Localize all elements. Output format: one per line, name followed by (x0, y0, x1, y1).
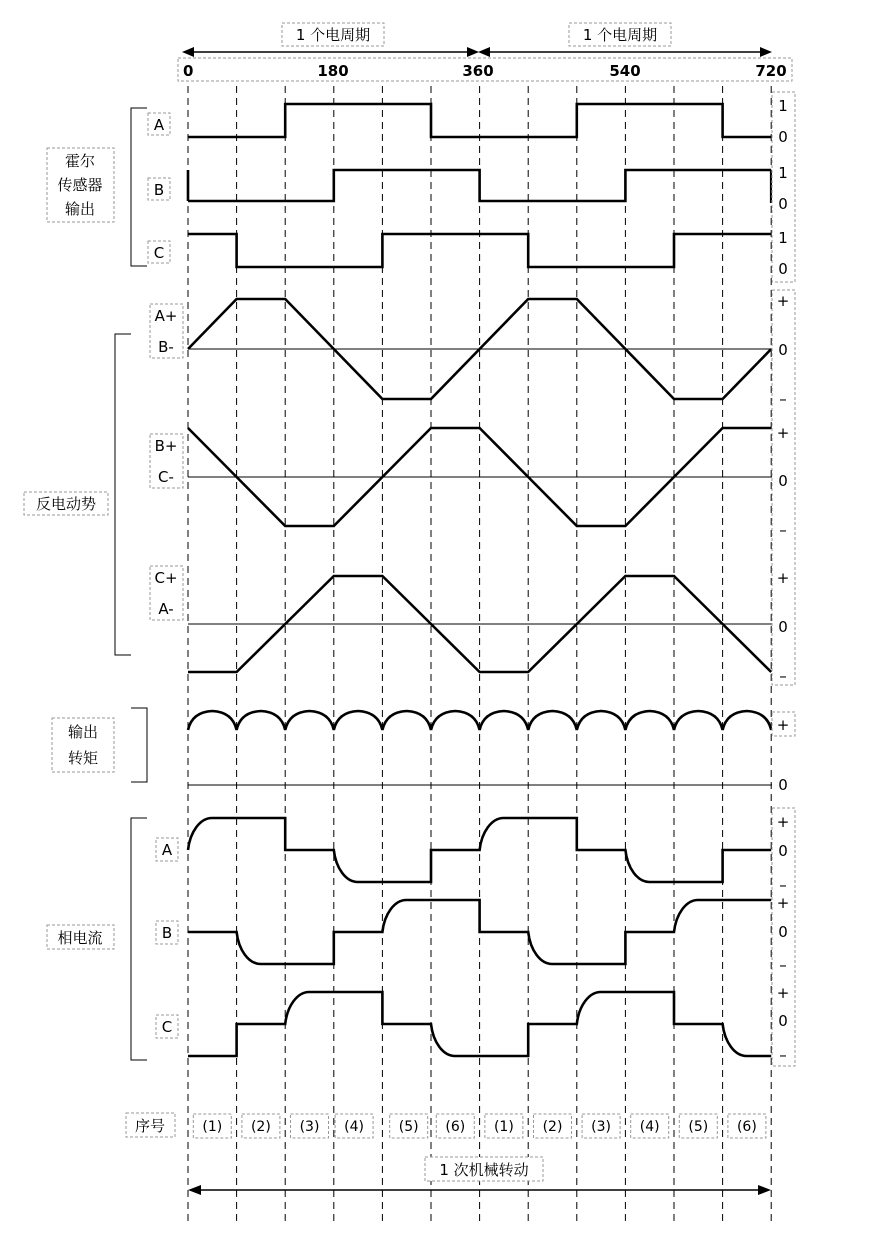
bemf-level-labels (772, 290, 795, 685)
svg-text:霍尔: 霍尔 (64, 152, 96, 170)
sequence-label (126, 1113, 175, 1137)
hall-a-waveform (188, 104, 771, 137)
sequence-step-5: (5) (398, 1119, 419, 1135)
svg-text:–: – (779, 1046, 787, 1064)
bemf-bc-labels (150, 434, 183, 488)
svg-text:B: B (161, 924, 173, 942)
svg-text:相电流: 相电流 (57, 929, 103, 947)
svg-text:1 个电周期: 1 个电周期 (295, 26, 371, 44)
svg-text:0: 0 (778, 260, 788, 278)
svg-text:1: 1 (778, 97, 788, 115)
segment-divider-lines (188, 86, 771, 1225)
hall-group-label (47, 148, 114, 222)
svg-text:0: 0 (778, 618, 788, 636)
svg-text:–: – (779, 956, 787, 974)
svg-text:+: + (776, 984, 790, 1002)
electrical-period-arrows (182, 47, 772, 57)
svg-text:+: + (776, 716, 790, 734)
current-b-label (156, 921, 178, 944)
sequence-step-11: (5) (688, 1119, 709, 1135)
bemf-ca-labels (150, 566, 183, 620)
svg-text:–: – (779, 390, 787, 408)
svg-text:–: – (779, 667, 787, 685)
svg-text:0: 0 (778, 842, 788, 860)
hall-b-waveform (188, 170, 771, 203)
svg-text:1 个电周期: 1 个电周期 (582, 26, 658, 44)
svg-text:+: + (776, 424, 790, 442)
svg-text:序号: 序号 (134, 1117, 166, 1135)
svg-text:+: + (776, 894, 790, 912)
svg-text:输出: 输出 (64, 200, 96, 218)
sequence-step-3: (3) (299, 1119, 320, 1135)
svg-text:转矩: 转矩 (67, 749, 99, 767)
torque-group-label (52, 718, 114, 772)
sequence-step-7: (1) (493, 1119, 514, 1135)
hall-c-label (148, 241, 170, 263)
svg-text:C: C (153, 244, 165, 262)
bemf-bracket (115, 334, 131, 655)
mechanical-rotation-label (425, 1157, 543, 1181)
current-level-labels (772, 808, 795, 1066)
sequence-step-1: (1) (202, 1119, 223, 1135)
svg-text:–: – (779, 876, 787, 894)
hall-level-labels (772, 92, 795, 282)
period-label-1 (282, 23, 384, 46)
svg-text:–: – (779, 521, 787, 539)
svg-text:A: A (161, 841, 173, 859)
svg-text:0: 0 (778, 776, 788, 794)
svg-text:0: 0 (778, 472, 788, 490)
hall-c-waveform (188, 234, 771, 267)
degree-label-720: 720 (755, 62, 787, 80)
torque-level-labels (772, 712, 795, 794)
svg-text:1 次机械转动: 1 次机械转动 (439, 1161, 529, 1179)
hall-b-label (148, 178, 170, 200)
svg-text:A+: A+ (154, 307, 178, 325)
bemf-group-label (24, 492, 108, 515)
svg-text:0: 0 (778, 128, 788, 146)
torque-bracket (131, 708, 147, 782)
svg-text:0: 0 (778, 341, 788, 359)
svg-text:C-: C- (158, 468, 174, 486)
svg-text:+: + (776, 292, 790, 310)
svg-text:反电动势: 反电动势 (35, 495, 97, 513)
current-bracket (131, 818, 147, 1060)
current-c-label (156, 1015, 178, 1038)
hall-bracket (131, 108, 147, 266)
degree-label-180: 180 (317, 62, 349, 80)
degree-label-360: 360 (462, 62, 494, 80)
sequence-step-6: (6) (445, 1119, 466, 1135)
svg-text:B+: B+ (154, 437, 178, 455)
svg-text:C: C (161, 1018, 173, 1036)
sequence-step-4: (4) (344, 1119, 365, 1135)
current-a-label (156, 838, 178, 861)
svg-text:A: A (153, 116, 165, 134)
sequence-step-9: (3) (591, 1119, 612, 1135)
svg-text:1: 1 (778, 229, 788, 247)
svg-text:1: 1 (778, 164, 788, 182)
sequence-step-8: (2) (542, 1119, 563, 1135)
degree-scale (178, 58, 792, 81)
degree-label-540: 540 (609, 62, 641, 80)
period-label-2 (569, 23, 671, 46)
svg-text:A-: A- (158, 600, 174, 618)
svg-text:0: 0 (778, 1012, 788, 1030)
svg-text:+: + (776, 813, 790, 831)
svg-text:B: B (153, 181, 165, 199)
svg-text:0: 0 (778, 923, 788, 941)
svg-text:传感器: 传感器 (57, 176, 103, 194)
svg-text:0: 0 (778, 195, 788, 213)
svg-text:+: + (776, 569, 790, 587)
sequence-step-10: (4) (639, 1119, 660, 1135)
svg-text:C+: C+ (154, 569, 178, 587)
svg-text:输出: 输出 (67, 723, 99, 741)
degree-label-0: 0 (183, 62, 194, 80)
bemf-ab-labels (150, 304, 183, 358)
svg-text:B-: B- (158, 338, 174, 356)
current-group-label (47, 925, 114, 949)
sequence-step-12: (6) (736, 1119, 757, 1135)
sequence-step-2: (2) (250, 1119, 271, 1135)
hall-a-label (148, 113, 170, 135)
